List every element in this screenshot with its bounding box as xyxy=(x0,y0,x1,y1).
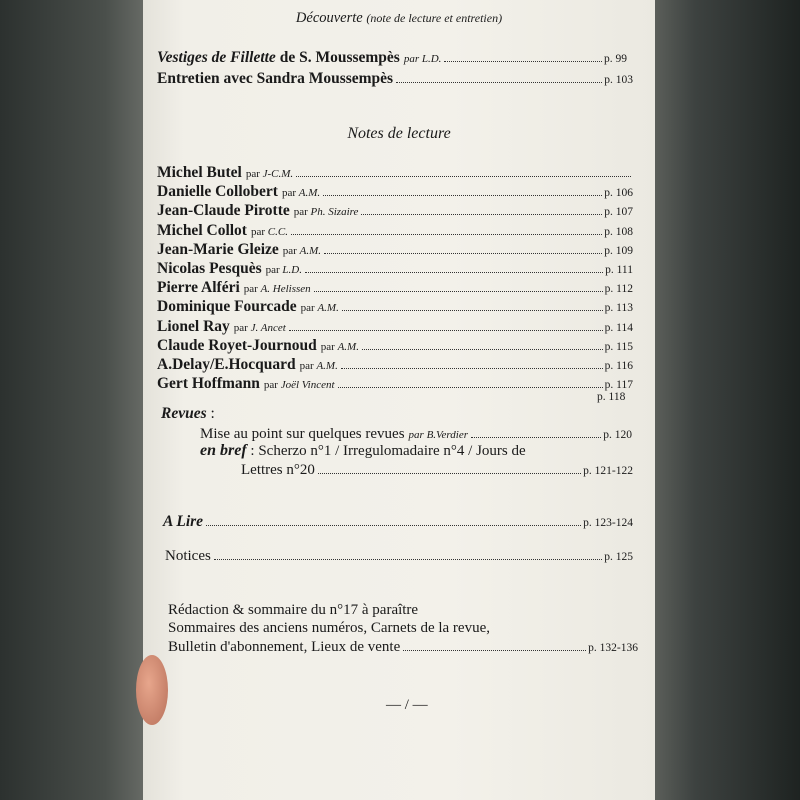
entry-page: p. 108 xyxy=(604,225,633,238)
entry-author: par L.D. xyxy=(403,53,442,65)
entry-name: Jean-Marie Gleize xyxy=(157,240,279,258)
dot-leader xyxy=(471,437,601,438)
dot-leader xyxy=(396,82,602,83)
footer-page: p. 132-136 xyxy=(588,642,638,654)
entry-name: Danielle Collobert xyxy=(157,183,278,201)
entry-author: Ph. Sizaire xyxy=(310,206,359,219)
entry-author-wrap xyxy=(283,245,321,257)
entry-page: p. 111 xyxy=(605,264,633,276)
dot-leader xyxy=(362,349,603,350)
entry-title-italic: Vestiges de Fillette xyxy=(157,49,276,66)
section-header xyxy=(143,10,655,27)
revues-colon: : xyxy=(206,405,215,422)
footer-line-2: Sommaires des anciens numéros, Carnets de la revue, xyxy=(168,620,490,636)
entry-author-wrap xyxy=(246,168,293,180)
revues-item-text: Mise au point sur quelques revues xyxy=(200,426,405,442)
dot-leader xyxy=(338,387,603,388)
toc-entry xyxy=(157,164,633,182)
dot-leader xyxy=(403,650,586,651)
section-subtitle: (note de lecture et entretien) xyxy=(366,11,503,25)
bref-text-2: Lettres n°20 xyxy=(241,462,315,478)
entry-author: A.M. xyxy=(299,244,321,257)
entry-title-rest: de S. Moussempès xyxy=(275,49,400,66)
entry-page: p. 109 xyxy=(604,244,633,257)
entry-name: Lionel Ray xyxy=(157,317,230,335)
toc-entry xyxy=(157,241,633,259)
toc-entry xyxy=(157,202,633,220)
dot-leader xyxy=(342,310,603,311)
entry-page: p. 106 xyxy=(604,187,633,200)
entry-page: p. 115 xyxy=(604,340,633,353)
toc-entry xyxy=(157,318,633,336)
entry-name: Nicolas Pesquès xyxy=(157,260,262,277)
par-word: par xyxy=(245,168,260,180)
revues-heading: Revues xyxy=(161,405,207,422)
toc-entry xyxy=(157,183,633,201)
revues-item xyxy=(200,426,632,443)
section-title: Découverte xyxy=(295,10,363,26)
dot-leader xyxy=(296,176,631,177)
entry-name: Michel Butel xyxy=(157,164,242,181)
alire-label: A Lire xyxy=(163,513,204,530)
entry-author-wrap xyxy=(234,322,286,334)
notes-heading: Notes de lecture xyxy=(347,125,451,142)
notices-page: p. 125 xyxy=(604,551,633,563)
par-word: par xyxy=(243,283,258,296)
thumb xyxy=(136,655,168,725)
alire-entry xyxy=(163,513,633,531)
dot-leader xyxy=(214,559,602,560)
footer-line-3-text: Bulletin d'abonnement, Lieux de vente xyxy=(168,639,401,655)
dot-leader xyxy=(314,291,603,292)
entry-author: Joël Vincent xyxy=(280,379,335,392)
toc-entry xyxy=(157,260,633,278)
notices-entry xyxy=(165,548,633,565)
dot-leader xyxy=(323,195,602,196)
revues-item-page: p. 120 xyxy=(603,429,632,441)
entry-author-wrap xyxy=(300,360,338,372)
toc-entry xyxy=(157,279,633,297)
background-left xyxy=(0,0,150,800)
par-word: par xyxy=(300,302,315,315)
toc-entry xyxy=(157,222,633,240)
entry-page: p. 99 xyxy=(604,53,627,65)
entry-author: C.C. xyxy=(267,225,288,238)
entry-page: p. 114 xyxy=(604,321,633,334)
entry-author: A.M. xyxy=(316,360,338,372)
bref-label: en bref xyxy=(200,442,247,459)
footer-line-1: Rédaction & sommaire du n°17 à paraître xyxy=(168,602,419,618)
entry-author: A.M. xyxy=(317,302,339,315)
bref-text: : Scherzo n°1 / Irregulomadaire n°4 / Jours de xyxy=(246,443,526,459)
par-word: par xyxy=(282,244,297,257)
entry-name: Gert Hoffmann xyxy=(157,375,260,393)
dot-leader xyxy=(444,61,602,62)
entry-author: A.M. xyxy=(337,340,359,353)
dot-leader xyxy=(324,253,602,254)
bref-entry xyxy=(241,462,633,479)
background-right xyxy=(650,0,800,800)
par-word: par xyxy=(293,206,308,219)
par-word: par xyxy=(320,340,335,353)
entry-author: L.D. xyxy=(282,264,302,276)
footer-line-3 xyxy=(168,639,638,656)
dot-leader xyxy=(206,525,581,526)
bref-page: p. 121-122 xyxy=(583,465,633,477)
revues-item-author: par B.Verdier xyxy=(408,429,469,441)
trailing-page: p. 118 xyxy=(597,391,626,404)
entry-author-wrap xyxy=(321,341,359,353)
toc-entry xyxy=(157,298,633,316)
dot-leader xyxy=(289,330,603,331)
entry-author-wrap xyxy=(301,302,339,314)
notices-label: Notices xyxy=(165,548,211,564)
entry-author: A. Helissen xyxy=(260,283,311,296)
entry-page: p. 117 xyxy=(604,379,633,392)
bref-line xyxy=(200,443,526,459)
toc-entry-entretien xyxy=(157,70,633,88)
par-word: par xyxy=(250,225,266,238)
entry-page: p. 113 xyxy=(604,302,633,315)
entry-page: p. 112 xyxy=(604,283,633,296)
par-word: par xyxy=(299,360,314,372)
entry-name: Jean-Claude Pirotte xyxy=(157,202,290,220)
entry-page: p. 107 xyxy=(604,206,633,219)
dot-leader xyxy=(305,272,603,273)
book-page xyxy=(143,0,655,800)
dot-leader xyxy=(291,234,602,235)
entry-name: Michel Collot xyxy=(157,221,247,239)
entry-author: J. Ancet xyxy=(250,321,286,334)
entry-page: p. 116 xyxy=(604,360,633,372)
entry-author-wrap xyxy=(244,283,311,295)
par-word: par xyxy=(281,187,297,200)
dot-leader xyxy=(341,368,603,369)
par-word: par xyxy=(263,379,278,392)
entry-name: Pierre Alféri xyxy=(157,279,240,297)
page-folio: — / — xyxy=(386,697,428,713)
par-word: par xyxy=(265,264,280,276)
revues-heading-line xyxy=(161,406,215,422)
entry-author-wrap xyxy=(266,264,302,276)
entry-title: Entretien avec Sandra Moussempès xyxy=(157,70,394,87)
entry-author: J-C.M. xyxy=(262,168,294,180)
entry-author: A.M. xyxy=(298,187,321,200)
entry-author-wrap xyxy=(294,206,359,218)
entry-author-wrap xyxy=(251,226,288,238)
dot-leader xyxy=(361,214,602,215)
entry-name: Claude Royet-Journoud xyxy=(157,336,317,354)
toc-entry xyxy=(157,356,633,374)
entry-name: Dominique Fourcade xyxy=(157,298,297,316)
entry-author-wrap xyxy=(264,379,335,391)
entry-author-wrap xyxy=(282,187,320,199)
dot-leader xyxy=(318,473,581,474)
toc-entry xyxy=(157,375,633,393)
entry-page: p. 103 xyxy=(604,74,633,86)
alire-page: p. 123-124 xyxy=(583,517,633,529)
toc-entry xyxy=(157,337,633,355)
toc-entry-vestiges xyxy=(157,49,627,67)
entry-name: A.Delay/E.Hocquard xyxy=(157,356,296,373)
par-word: par xyxy=(233,321,248,334)
